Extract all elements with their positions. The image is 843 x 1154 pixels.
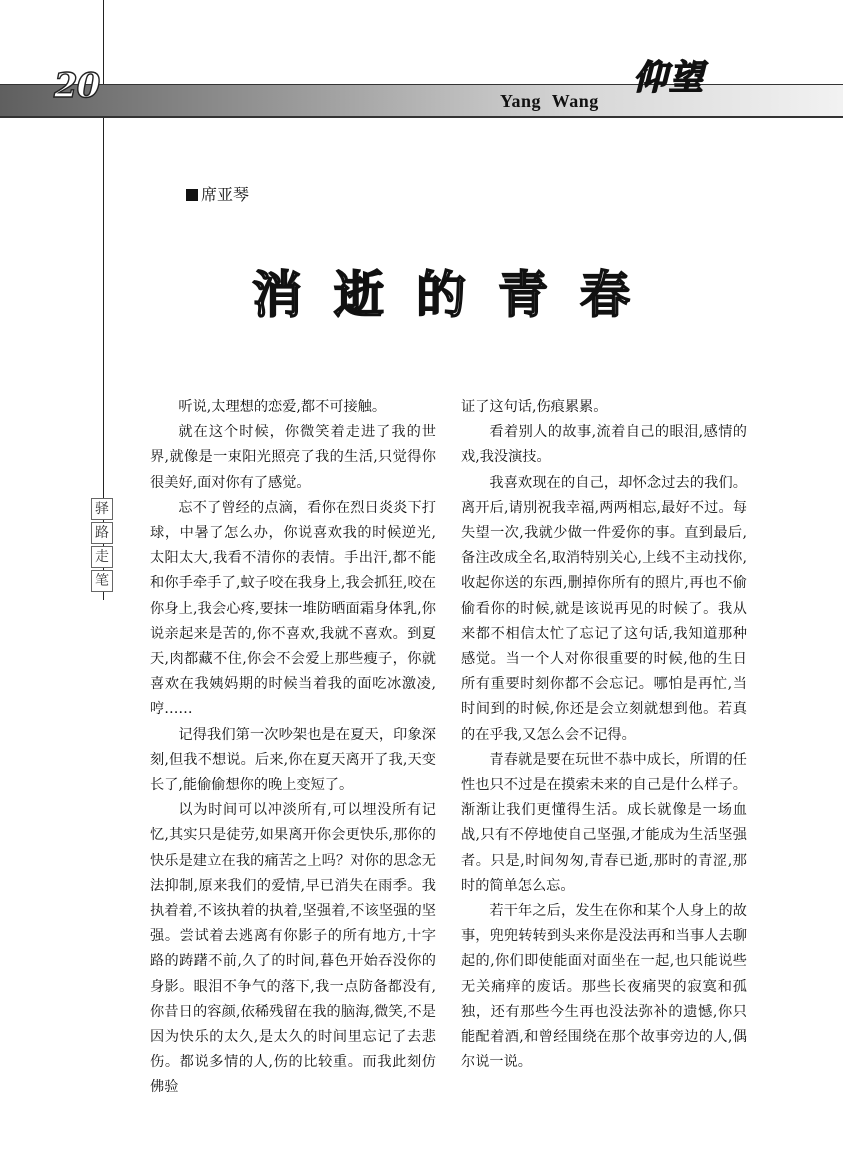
section-name: 仰望 [633,58,705,98]
author-name: 席亚琴 [201,185,250,204]
paragraph: 我喜欢现在的自己，却怀念过去的我们。离开后,请別祝我幸福,两两相忘,最好不过。每失望一次,我就少做一件爱你的事。直到最后,备注改成全名,取消特别关心,上线不主动找你,收起你送的东西,删掉你所有的照片,再也不偷偷看你的时候,就是该说再见的时候了。我从来都不相信太忙了忘记了这句话,我知道那种感觉。当一个人对你很重要的时候,他的生日所有重要时刻你都不会忘记。哪怕是再忙,当时间到的时候,你还是会立刻就想到他。若真的在乎我,又怎么会不记得。 [461,474,747,743]
right-column [461,395,747,1075]
paragraph: 青春就是要在玩世不恭中成长，所谓的任性也只不过是在摸索未来的自己是什么样子。渐渐让我们更懂得生活。成长就像是一场血战,只有不停地使自己坚强,才能成为生活坚强者。只是,时间匆匆,青春已逝,那时的青涩,那时的简单怎么忘。 [461,751,747,894]
paragraph-continuation: 证了这句话,伤痕累累。 [461,399,608,415]
side-label-char: 路 [91,522,113,544]
article-title: 消逝的青春 [252,265,662,324]
paragraph: 若干年之后，发生在你和某个人身上的故事，兜兜转转到头来你是没法再和当事人去聊起的,你们即使能面对面坐在一起,也只能说些无关痛痒的废话。那些长夜痛哭的寂寞和孤独，还有那些今生再也没法弥补的遗憾,你只能配着酒,和曾经围绕在那个故事旁边的人,偶尔说一说。 [461,903,747,1071]
left-column [150,395,436,1101]
square-bullet-icon [186,189,198,201]
page-number: 20 [54,66,100,106]
running-title: Yang Wang [500,91,599,111]
paragraph: 看着别人的故事,流着自己的眼泪,感情的戏,我没演技。 [461,424,747,466]
side-column-label [91,498,117,594]
side-label-char: 驿 [91,498,113,520]
paragraph: 就在这个时候，你微笑着走进了我的世界,就像是一束阳光照亮了我的生活,只觉得你很美好,面对你有了感觉。 [150,424,436,491]
paragraph: 听说,太理想的恋爱,都不可接触。 [178,399,387,415]
author-byline [186,182,249,205]
paragraph: 记得我们第一次吵架也是在夏天，印象深刻,但我不想说。后来,你在夏天离开了我,天变长了,能偷偷想你的晚上变短了。 [150,726,436,794]
side-label-char: 笔 [91,570,113,592]
paragraph: 以为时间可以冲淡所有,可以埋没所有记忆,其实只是徒劳,如果离开你会更快乐,那你的快乐是建立在我的痛苦之上吗？对你的思念无法抑制,原来我们的爱情,早已消失在雨季。我执着着,不该执着的执着,坚强着,不该坚强的坚强。尝试着去逃离有你影子的所有地方,十字路的踌躇不前,久了的时间,暮色开始吞没你的身影。眼泪不争气的落下,我一点防备都没有,你昔日的容颜,依稀残留在我的脑海,微笑,不是因为快乐的太久,是太久的时间里忘记了去悲伤。都说多情的人,伤的比较重。而我此刻仿佛验 [150,802,436,1096]
paragraph: 忘不了曾经的点滴，看你在烈日炎炎下打球，中暑了怎么办，你说喜欢我的时候逆光,太阳太大,我看不清你的表情。手出汗,都不能和你手牵手了,蚊子咬在我身上,我会抓狂,咬在你身上,我会心疼,要抹一堆防晒面霜身体乳,你说亲起来是苦的,你不喜欢,我就不喜欢。到夏天,肉都藏不住,你会不会爱上那些瘦子，你就喜欢在我姨妈期的时候当着我的面吃冰激凌,哼…… [150,499,436,718]
header-bar [0,84,843,118]
side-label-char: 走 [91,546,113,568]
